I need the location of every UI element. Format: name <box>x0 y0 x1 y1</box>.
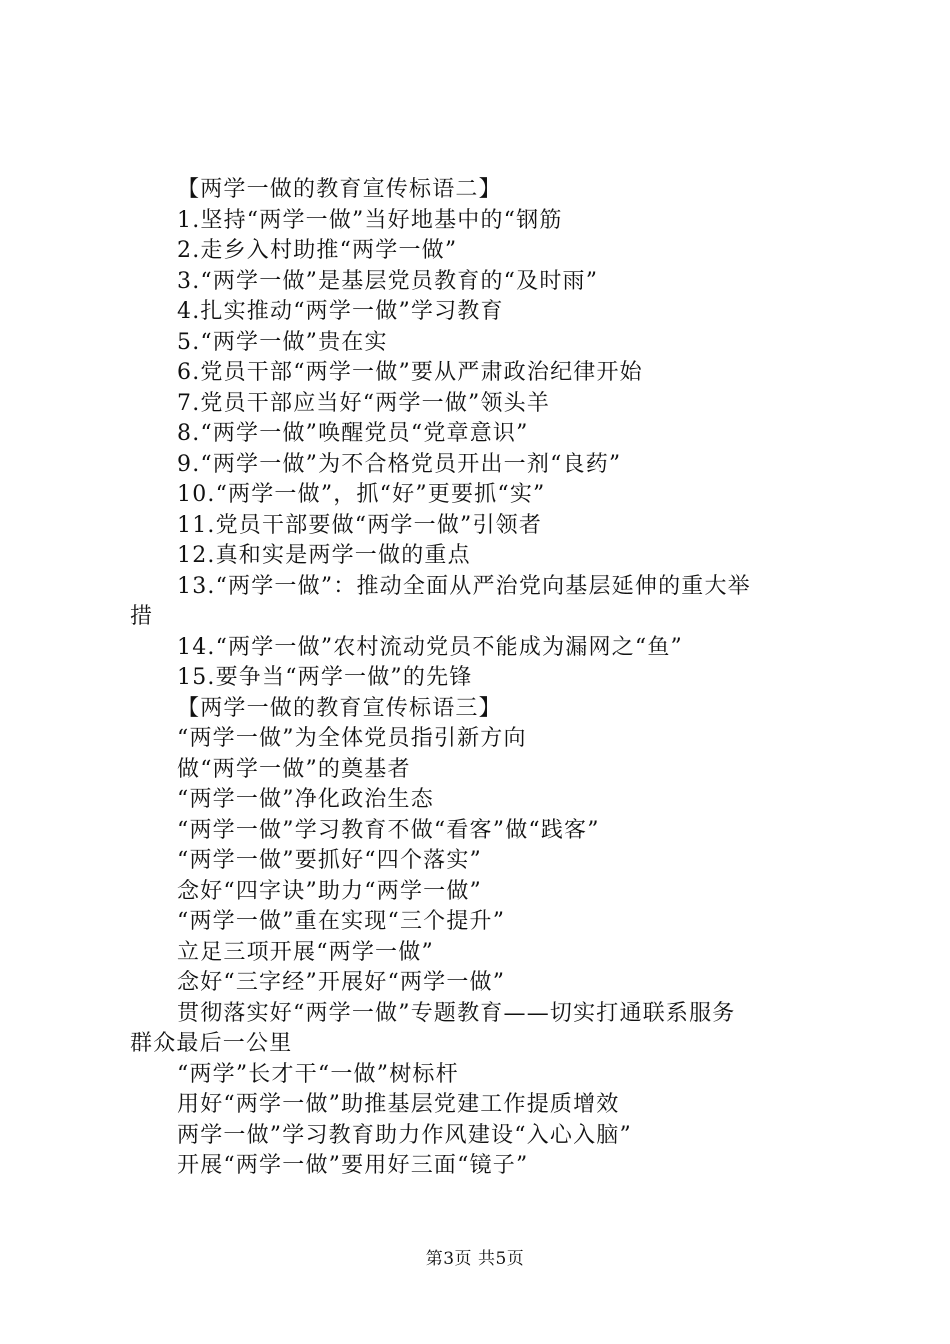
slogan-line: 5.“两学一做”贵在实 <box>177 329 388 355</box>
section-heading: 【两学一做的教育宣传标语二】 <box>177 177 502 202</box>
slogan-line: 念好“三字经”开展好“两学一做” <box>177 970 506 995</box>
slogan-line: 13.“两学一做”：推动全面从严治党向基层延伸的重大举 <box>177 573 751 599</box>
slogan-line: 4.扎实推动“两学一做”学习教育 <box>177 299 504 324</box>
section-heading: 【两学一做的教育宣传标语三】 <box>177 695 502 721</box>
slogan-line: 10.“两学一做”，抓“好”更要抓“实” <box>177 482 546 507</box>
slogan-line: “两学一做”净化政治生态 <box>177 787 434 812</box>
slogan-line: 7.党员干部应当好“两学一做”领头羊 <box>177 390 551 416</box>
slogan-line: 用好“两学一做”助推基层党建工作提质增效 <box>177 1092 620 1117</box>
slogan-line-continuation: 措 <box>130 604 154 629</box>
slogan-line: “两学一做”要抓好“四个落实” <box>177 848 482 873</box>
document-body <box>130 175 835 1182</box>
slogan-line: “两学一做”学习教育不做“看客”做“践客” <box>177 817 600 843</box>
slogan-line: 两学一做”学习教育助力作风建设“入心入脑” <box>177 1122 632 1148</box>
slogan-line: 开展“两学一做”要用好三面“镜子” <box>177 1153 529 1178</box>
page-number-footer: 第3页 共5页 <box>425 1249 525 1269</box>
slogan-line: 14.“两学一做”农村流动党员不能成为漏网之“鱼” <box>177 634 683 660</box>
slogan-line: 8.“两学一做”唤醒党员“党章意识” <box>177 421 529 446</box>
slogan-line: 立足三项开展“两学一做” <box>177 939 434 965</box>
slogan-line: 12.真和实是两学一做的重点 <box>177 543 471 568</box>
slogan-line: 15.要争当“两学一做”的先锋 <box>177 665 473 690</box>
slogan-line: 9.“两学一做”为不合格党员开出一剂“良药” <box>177 451 622 477</box>
slogan-line: “两学”长才干“一做”树标杆 <box>177 1061 459 1087</box>
slogan-line: “两学一做”为全体党员指引新方向 <box>177 726 527 751</box>
slogan-line: “两学一做”重在实现“三个提升” <box>177 909 506 934</box>
slogan-line: 11.党员干部要做“两学一做”引领者 <box>177 512 543 538</box>
slogan-line: 1.坚持“两学一做”当好地基中的“钢筋 <box>177 207 563 233</box>
slogan-line: 2.走乡入村助推“两学一做” <box>177 238 458 263</box>
slogan-line-continuation: 群众最后一公里 <box>130 1031 293 1056</box>
slogan-line: 6.党员干部“两学一做”要从严肃政治纪律开始 <box>177 360 643 385</box>
slogan-line: 贯彻落实好“两学一做”专题教育——切实打通联系服务 <box>177 1000 736 1026</box>
slogan-line: 念好“四字诀”助力“两学一做” <box>177 878 482 904</box>
slogan-line: 做“两学一做”的奠基者 <box>177 756 411 782</box>
slogan-line: 3.“两学一做”是基层党员教育的“及时雨” <box>177 268 599 294</box>
